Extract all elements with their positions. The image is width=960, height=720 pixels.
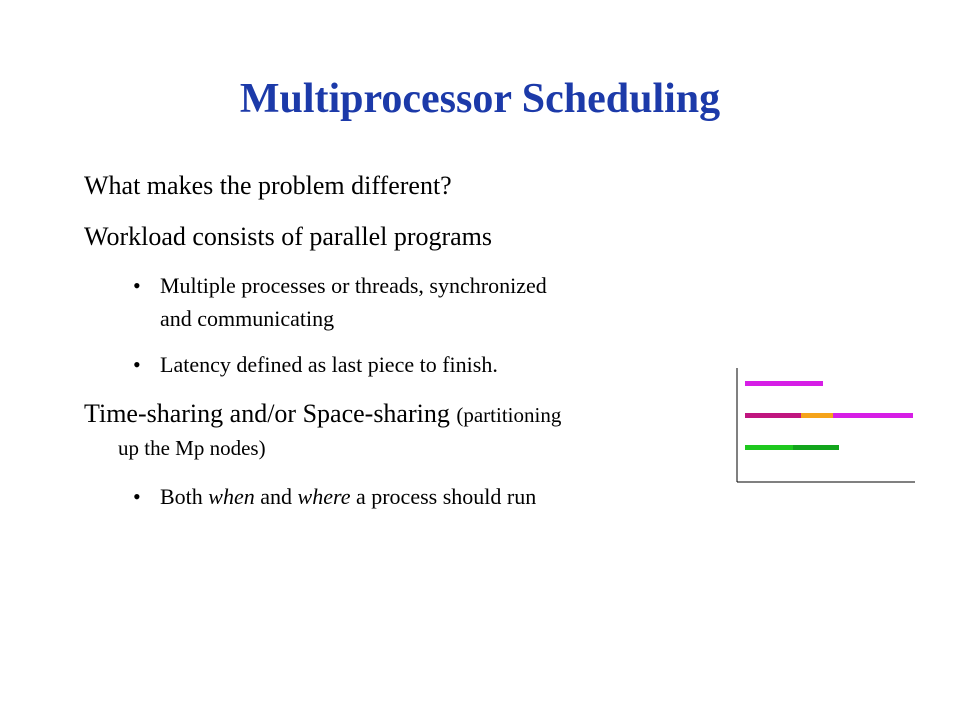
bullet-when-where-part2: and [254, 484, 298, 509]
sharing-heading [84, 399, 561, 430]
emphasis-when: when [208, 484, 255, 509]
sharing-heading-main: Time-sharing and/or Space-sharing [84, 399, 457, 428]
question-problem-different: What makes the problem different? [84, 171, 452, 200]
process-bar-magenta-middle [833, 413, 913, 418]
schedule-diagram-svg [735, 368, 915, 484]
schedule-diagram [735, 368, 915, 484]
bullet-latency: Latency defined as last piece to finish. [160, 352, 498, 377]
bullet-multiple-processes-line2: and communicating [160, 306, 335, 331]
bullet-marker: • [133, 273, 141, 298]
workload-heading: Workload consists of parallel programs [84, 222, 493, 251]
bullet-when-where-part1: Both [160, 484, 209, 509]
process-bar-green-dark [793, 445, 839, 450]
sharing-heading-note: (partitioning [456, 403, 562, 427]
process-bar-green-light [745, 445, 793, 450]
process-bar-magenta-top [745, 381, 823, 386]
process-bar-dark-magenta [745, 413, 801, 418]
bullet-when-where [160, 482, 536, 512]
sharing-heading-note-line2: up the Mp nodes) [118, 436, 266, 460]
process-bar-orange [801, 413, 833, 418]
bullet-marker: • [133, 484, 141, 509]
bullet-when-where-part3: a process should run [350, 484, 537, 509]
slide-title: Multiprocessor Scheduling [239, 76, 721, 122]
bullet-marker: • [133, 352, 141, 377]
bullet-multiple-processes-line1: Multiple processes or threads, synchronized [160, 273, 547, 298]
emphasis-where: where [297, 484, 351, 509]
